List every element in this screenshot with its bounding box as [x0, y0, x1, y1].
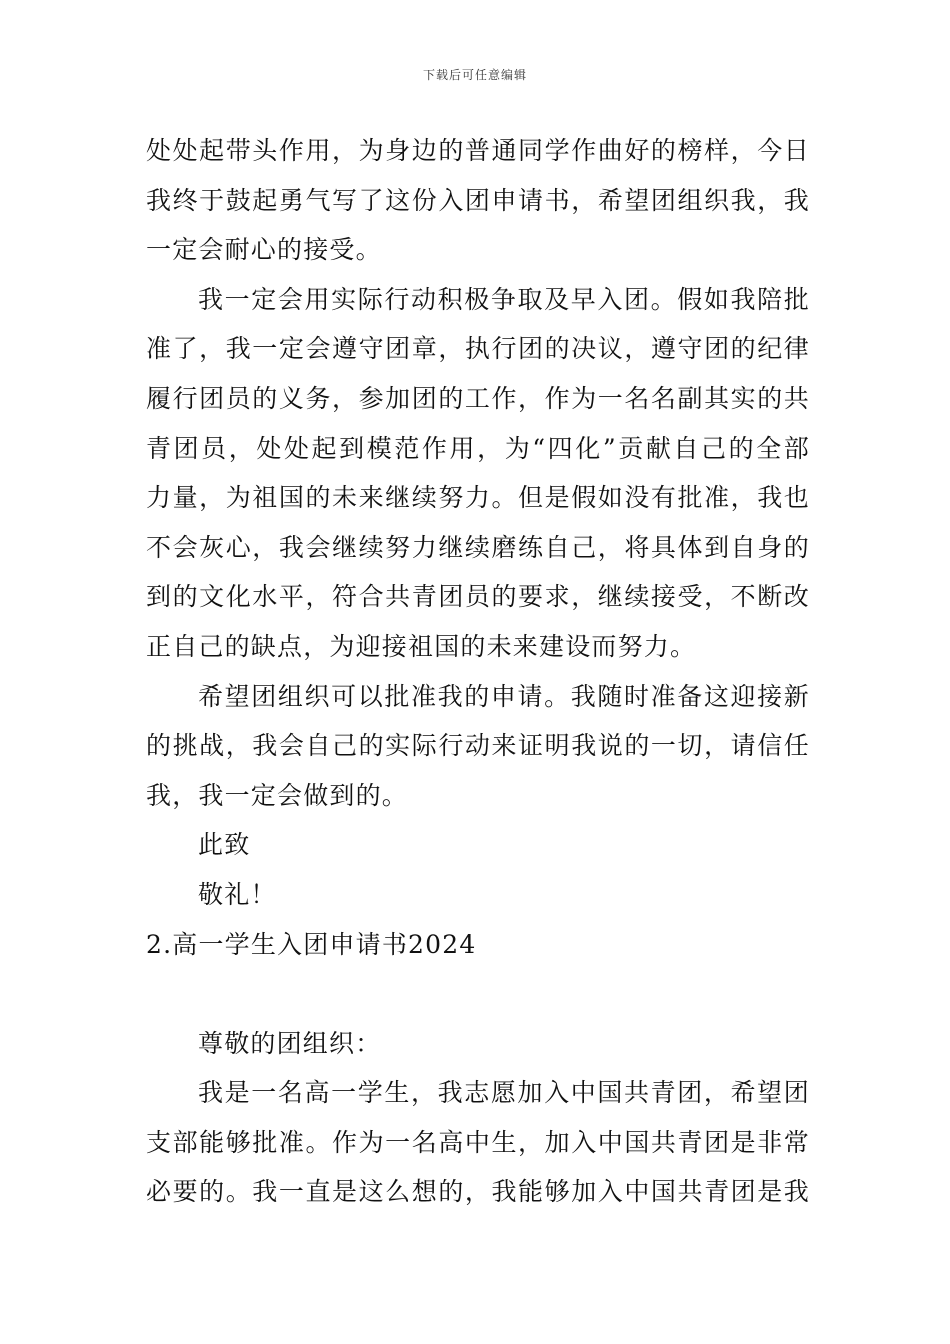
text-line: 支部能够批准。作为一名高中生，加入中国共青团是非常 — [146, 1127, 810, 1157]
text-line: 准了，我一定会遵守团章，执行团的决议，遵守团的纪律 — [146, 334, 810, 364]
text-line: 青团员，处处起到模范作用，为“四化”贡献自己的全部 — [146, 433, 810, 463]
blank-line — [146, 969, 810, 1019]
text-line: 必要的。我一直是这么想的，我能够加入中国共青团是我 — [146, 1177, 810, 1207]
text-line: 正自己的缺点，为迎接祖国的未来建设而努力。 — [146, 631, 697, 661]
text-line: 不会灰心，我会继续努力继续磨练自己，将具体到自身的 — [146, 532, 810, 562]
text-line: 的挑战，我会自己的实际行动来证明我说的一切，请信任 — [146, 731, 810, 761]
text-line: 履行团员的义务，参加团的工作，作为一名名副其实的共 — [146, 383, 810, 413]
page-header: 下载后可任意编辑 — [422, 68, 527, 82]
text-line: 到的文化水平，符合共青团员的要求，继续接受，不断改 — [146, 582, 810, 612]
closing-regards: 敬礼！ — [198, 879, 277, 909]
paragraph-start-line: 我是一名高一学生，我志愿加入中国共青团，希望团 — [198, 1078, 810, 1108]
paragraph-start-line: 我一定会用实际行动积极争取及早入团。假如我陪批 — [198, 284, 810, 314]
closing-salutation: 此致 — [198, 830, 251, 860]
text-line: 力量，为祖国的未来继续努力。但是假如没有批准，我也 — [146, 483, 810, 513]
text-line: 我，我一定会做到的。 — [146, 780, 409, 810]
section-heading: 2.高一学生入团申请书2024 — [146, 929, 477, 959]
letter-greeting: 尊敬的团组织： — [198, 1028, 382, 1058]
text-line: 我终于鼓起勇气写了这份入团申请书，希望团组织我，我 — [146, 185, 810, 215]
paragraph-start-line: 希望团组织可以批准我的申请。我随时准备这迎接新 — [198, 681, 810, 711]
text-line: 处处起带头作用，为身边的普通同学作曲好的榜样，今日 — [146, 136, 810, 165]
document-body — [146, 126, 810, 1217]
text-line: 一定会耐心的接受。 — [146, 235, 382, 265]
